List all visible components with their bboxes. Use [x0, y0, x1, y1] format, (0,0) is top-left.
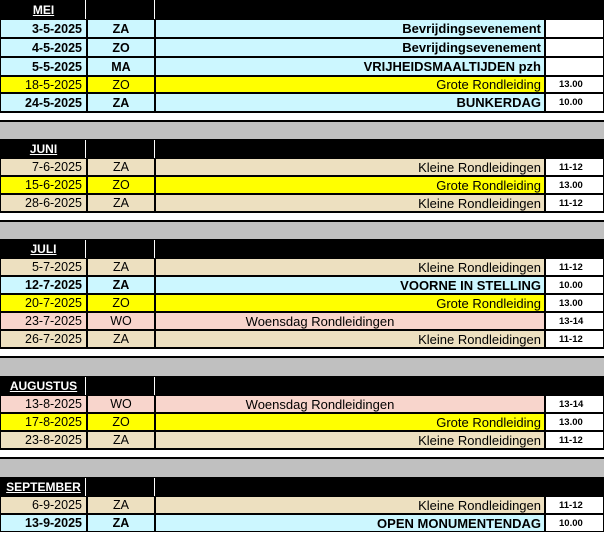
- day-cell: ZO: [87, 76, 155, 93]
- date-cell: 7-6-2025: [0, 158, 87, 176]
- time-cell: 11-12: [545, 258, 604, 276]
- schedule-row: [0, 38, 604, 57]
- time-cell: 11-12: [545, 158, 604, 176]
- time-cell: 10.00: [545, 276, 604, 294]
- schedule-row: [0, 176, 604, 194]
- date-cell: 17-8-2025: [0, 413, 87, 431]
- time-cell: 11-12: [545, 496, 604, 514]
- event-cell: Woensdag Rondleidingen: [155, 312, 545, 330]
- date-cell: 13-8-2025: [0, 395, 87, 413]
- day-cell: ZA: [87, 93, 155, 112]
- spacer-row: [0, 449, 604, 458]
- spacer-row: [0, 348, 604, 357]
- date-cell: 12-7-2025: [0, 276, 87, 294]
- time-cell: 13.00: [545, 294, 604, 312]
- day-cell: ZO: [87, 294, 155, 312]
- day-cell: ZA: [87, 276, 155, 294]
- event-cell: Kleine Rondleidingen: [155, 496, 545, 514]
- event-cell: Grote Rondleiding: [155, 413, 545, 431]
- schedule-row: [0, 93, 604, 112]
- month-label-juni: JUNI: [2, 140, 86, 158]
- schedule-row: [0, 276, 604, 294]
- spacer-row-gray: [0, 221, 604, 240]
- schedule-row: [0, 57, 604, 76]
- time-cell: 10.00: [545, 93, 604, 112]
- schedule-row: [0, 158, 604, 176]
- month-label-juli: JULI: [2, 240, 86, 258]
- day-cell: MA: [87, 57, 155, 76]
- month-header-mei: [0, 0, 604, 19]
- time-cell: 11-12: [545, 431, 604, 449]
- event-cell: Grote Rondleiding: [155, 176, 545, 194]
- day-cell: ZA: [87, 194, 155, 212]
- event-cell: Kleine Rondleidingen: [155, 194, 545, 212]
- event-cell: Kleine Rondleidingen: [155, 158, 545, 176]
- schedule-row: [0, 413, 604, 431]
- time-cell: 13.00: [545, 176, 604, 194]
- day-cell: ZO: [87, 176, 155, 194]
- month-header-juli: [0, 240, 604, 258]
- event-cell: Bevrijdingsevenement: [155, 19, 545, 38]
- time-cell: 11-12: [545, 330, 604, 348]
- schedule-row: [0, 294, 604, 312]
- time-cell: 13.00: [545, 413, 604, 431]
- day-cell: WO: [87, 312, 155, 330]
- event-cell: OPEN MONUMENTENDAG: [155, 514, 545, 532]
- schedule-row: [0, 431, 604, 449]
- date-cell: 5-7-2025: [0, 258, 87, 276]
- schedule-row: [0, 395, 604, 413]
- schedule-row: [0, 76, 604, 93]
- schedule-row: [0, 194, 604, 212]
- spacer-row-gray: [0, 458, 604, 478]
- day-cell: ZA: [87, 19, 155, 38]
- event-cell: Bevrijdingsevenement: [155, 38, 545, 57]
- month-header-juni: [0, 140, 604, 158]
- schedule-row: [0, 496, 604, 514]
- date-cell: 23-7-2025: [0, 312, 87, 330]
- schedule-row: [0, 330, 604, 348]
- time-cell: 13-14: [545, 395, 604, 413]
- time-cell: [545, 38, 604, 57]
- schedule-row: [0, 514, 604, 532]
- date-cell: 28-6-2025: [0, 194, 87, 212]
- day-cell: ZA: [87, 330, 155, 348]
- time-cell: [545, 57, 604, 76]
- event-cell: VOORNE IN STELLING: [155, 276, 545, 294]
- event-cell: Kleine Rondleidingen: [155, 431, 545, 449]
- spacer-row: [0, 212, 604, 221]
- date-cell: 18-5-2025: [0, 76, 87, 93]
- day-cell: ZA: [87, 496, 155, 514]
- date-cell: 15-6-2025: [0, 176, 87, 194]
- date-cell: 3-5-2025: [0, 19, 87, 38]
- month-label-september: SEPTEMBER: [2, 478, 86, 496]
- day-cell: ZA: [87, 258, 155, 276]
- date-cell: 26-7-2025: [0, 330, 87, 348]
- schedule-row: [0, 258, 604, 276]
- day-cell: ZA: [87, 431, 155, 449]
- date-cell: 6-9-2025: [0, 496, 87, 514]
- spacer-row: [0, 112, 604, 121]
- time-cell: 11-12: [545, 194, 604, 212]
- day-cell: ZO: [87, 413, 155, 431]
- date-cell: 24-5-2025: [0, 93, 87, 112]
- month-header-augustus: [0, 377, 604, 395]
- spacer-row-gray: [0, 357, 604, 377]
- event-cell: Kleine Rondleidingen: [155, 258, 545, 276]
- event-cell: Grote Rondleiding: [155, 294, 545, 312]
- event-cell: Grote Rondleiding: [155, 76, 545, 93]
- date-cell: 20-7-2025: [0, 294, 87, 312]
- date-cell: 13-9-2025: [0, 514, 87, 532]
- event-cell: BUNKERDAG: [155, 93, 545, 112]
- time-cell: 13.00: [545, 76, 604, 93]
- day-cell: ZO: [87, 38, 155, 57]
- day-cell: WO: [87, 395, 155, 413]
- day-cell: ZA: [87, 514, 155, 532]
- month-header-september: [0, 478, 604, 496]
- event-cell: Woensdag Rondleidingen: [155, 395, 545, 413]
- month-label-mei: MEI: [2, 0, 86, 19]
- date-cell: 23-8-2025: [0, 431, 87, 449]
- spacer-row-gray: [0, 121, 604, 140]
- month-label-augustus: AUGUSTUS: [2, 377, 86, 395]
- schedule-row: [0, 19, 604, 38]
- event-cell: Kleine Rondleidingen: [155, 330, 545, 348]
- day-cell: ZA: [87, 158, 155, 176]
- time-cell: [545, 19, 604, 38]
- time-cell: 13-14: [545, 312, 604, 330]
- date-cell: 5-5-2025: [0, 57, 87, 76]
- date-cell: 4-5-2025: [0, 38, 87, 57]
- time-cell: 10.00: [545, 514, 604, 532]
- event-cell: VRIJHEIDSMAALTIJDEN pzh: [155, 57, 545, 76]
- schedule-row: [0, 312, 604, 330]
